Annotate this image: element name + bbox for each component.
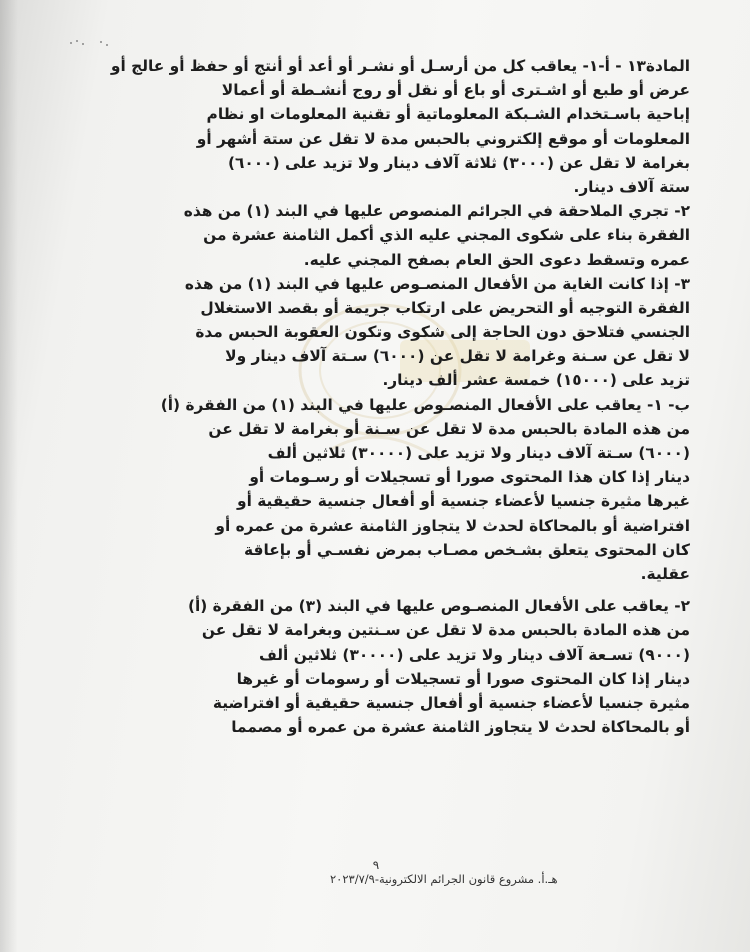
text-line: الجنسي فتلاحق دون الحاجة إلى شكوى وتكون العقوبة الحبس مدة bbox=[195, 323, 690, 342]
text-line: ب- ١- يعاقب على الأفعال المنصـوص عليها في البند (١) من الفقرة (أ) bbox=[160, 395, 690, 414]
law-text-body bbox=[30, 54, 690, 739]
text-line: غيرها مثيرة جنسيا لأعضاء جنسية أو أفعال جنسية حقيقية أو bbox=[237, 492, 690, 511]
text-line: (٦٠٠٠) سـتة آلاف دينار ولا تزيد على (٣٠٠٠٠) ثلاثين ألف bbox=[267, 444, 690, 462]
text-line: تزيد على (١٥٠٠٠) خمسة عشر ألف دينار. bbox=[382, 371, 690, 390]
footer-reference: هـ.أ. مشروع قانون الجرائم الالكترونية-٢٠٢٣/٧/٩ bbox=[330, 872, 558, 886]
text-line: المعلومات أو موقع إلكتروني بالحبس مدة لا تقل عن ستة أشهر أو bbox=[196, 129, 690, 148]
text-line: الفقرة بناء على شكوى المجني عليه الذي أكمل الثامنة عشرة من bbox=[203, 226, 690, 245]
article-13-a-3 bbox=[30, 272, 690, 393]
article-13-a-1 bbox=[30, 54, 690, 199]
text-line: ٢- يعاقب على الأفعال المنصـوص عليها في البند (٣) من الفقرة (أ) bbox=[187, 597, 690, 616]
page-number: ٩ bbox=[372, 858, 380, 872]
text-line: بغرامة لا تقل عن (٣٠٠٠) ثلاثة آلاف دينار ولا تزيد على (٦٠٠٠) bbox=[227, 153, 690, 172]
text-line: كان المحتوى يتعلق بشـخص مصـاب بمرض نفسـي أو بإعاقة bbox=[244, 540, 690, 559]
article-13-b-2 bbox=[30, 594, 690, 739]
text-line: (٩٠٠٠) تسـعة آلاف دينار ولا تزيد على (٣٠٠٠٠) ثلاثين ألف bbox=[258, 645, 690, 664]
text-line: ٢- تجري الملاحقة في الجرائم المنصوص عليها في البند (١) من هذه bbox=[183, 202, 690, 221]
text-line: مثيرة جنسيا لأعضاء جنسية أو أفعال جنسية حقيقية أو افتراضية bbox=[212, 693, 690, 712]
text-line: الفقرة التوجيه أو التحريض على ارتكاب جريمة أو بقصد الاستغلال bbox=[200, 298, 690, 317]
text-line: أو بالمحاكاة لحدث لا يتجاوز الثامنة عشرة من عمره أو مصمما bbox=[231, 718, 690, 737]
text-line: عرض أو طبع أو اشـترى أو باع أو نقل أو روج أنشـطة أو أعمالا bbox=[221, 81, 690, 100]
text-line: افتراضية أو بالمحاكاة لحدث لا يتجاوز الثامنة عشرة من عمره أو bbox=[215, 516, 690, 535]
text-line: لا تقل عن سـنة وغرامة لا تقل عن (٦٠٠٠) سـتة آلاف دينار ولا bbox=[225, 347, 690, 366]
text-line: من هذه المادة بالحبس مدة لا تقل عن سـنة أو بغرامة لا تقل عن bbox=[208, 419, 690, 438]
text-line: ستة آلاف دينار. bbox=[573, 177, 690, 196]
text-line: عمره وتسقط دعوى الحق العام بصفح المجني عليه. bbox=[303, 250, 690, 269]
text-line: دينار إذا كان هذا المحتوى صورا أو تسجيلات أو رسـومات أو bbox=[249, 468, 690, 487]
paragraph-gap bbox=[30, 586, 690, 594]
page-edge-shadow bbox=[0, 0, 18, 952]
text-line: دينار إذا كان المحتوى صورا أو تسجيلات أو رسومات أو غيرها bbox=[236, 669, 690, 688]
text-line: إباحية باسـتخدام الشـبكة المعلوماتية أو تقنية المعلومات او نظام bbox=[206, 105, 690, 124]
article-13-b-1 bbox=[30, 393, 690, 587]
text-line: ٣- إذا كانت الغاية من الأفعال المنصـوص عليها في البند (١) من هذه bbox=[184, 274, 690, 293]
article-13-a-2 bbox=[30, 199, 690, 272]
scan-dots bbox=[70, 40, 130, 50]
text-line: من هذه المادة بالحبس مدة لا تقل عن سـنتين وبغرامة لا تقل عن bbox=[201, 621, 690, 640]
text-line: المادة١٣ - أ-١- يعاقب كل من أرسـل أو نشـر أو أعد أو أنتج أو حفظ أو عالج أو bbox=[110, 57, 690, 75]
text-line: عقلية. bbox=[640, 564, 690, 583]
